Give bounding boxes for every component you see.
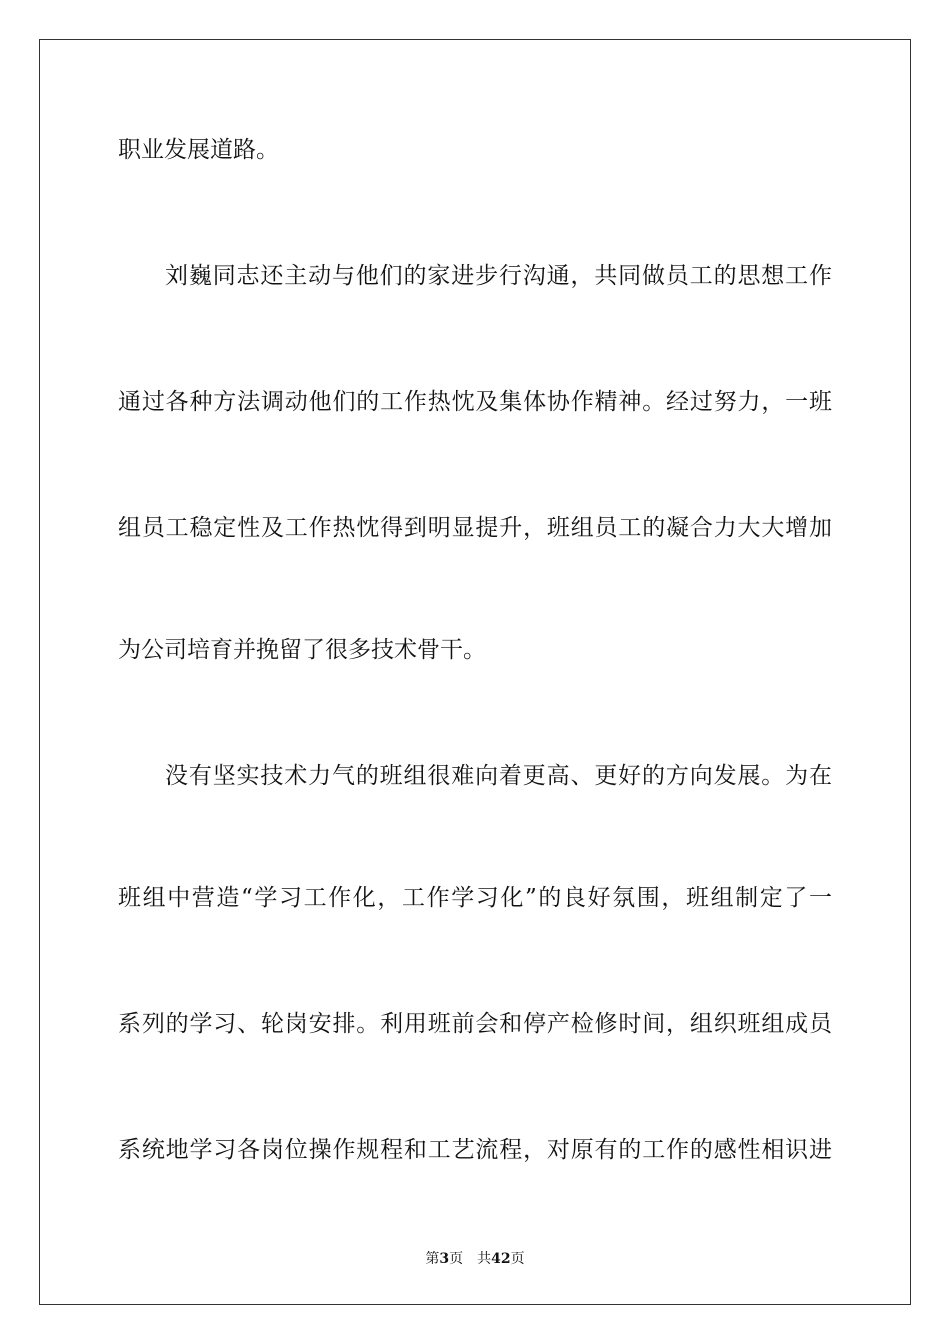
text-line-5: 为公司培育并挽留了很多技术骨干。 <box>118 637 486 663</box>
text-line-4: 组员工稳定性及工作热忱得到明显提升，班组员工的凝合力大大增加 <box>118 515 832 541</box>
total-prefix: 共 <box>477 1251 492 1267</box>
page-suffix: 页 <box>449 1251 464 1267</box>
page-prefix: 第 <box>425 1251 440 1267</box>
text-line-6: 没有坚实技术力气的班组很难向着更高、更好的方向发展。为在 <box>165 763 832 789</box>
text-line-7: 班组中营造“学习工作化，工作学习化”的良好氛围，班组制定了一 <box>118 885 832 911</box>
page-border <box>39 39 911 1305</box>
text-line-1: 职业发展道路。 <box>118 137 279 163</box>
text-line-2: 刘巍同志还主动与他们的家进步行沟通，共同做员工的思想工作 <box>165 263 832 289</box>
total-suffix: 页 <box>510 1251 525 1267</box>
text-line-3: 通过各种方法调动他们的工作热忱及集体协作精神。经过努力，一班 <box>118 389 832 415</box>
text-line-8: 系列的学习、轮岗安排。利用班前会和停产检修时间，组织班组成员 <box>118 1011 832 1037</box>
total-pages: 42 <box>491 1251 511 1267</box>
page-footer <box>0 1248 950 1268</box>
page-number: 3 <box>439 1251 450 1267</box>
text-line-9: 系统地学习各岗位操作规程和工艺流程，对原有的工作的感性相识进 <box>118 1137 832 1163</box>
